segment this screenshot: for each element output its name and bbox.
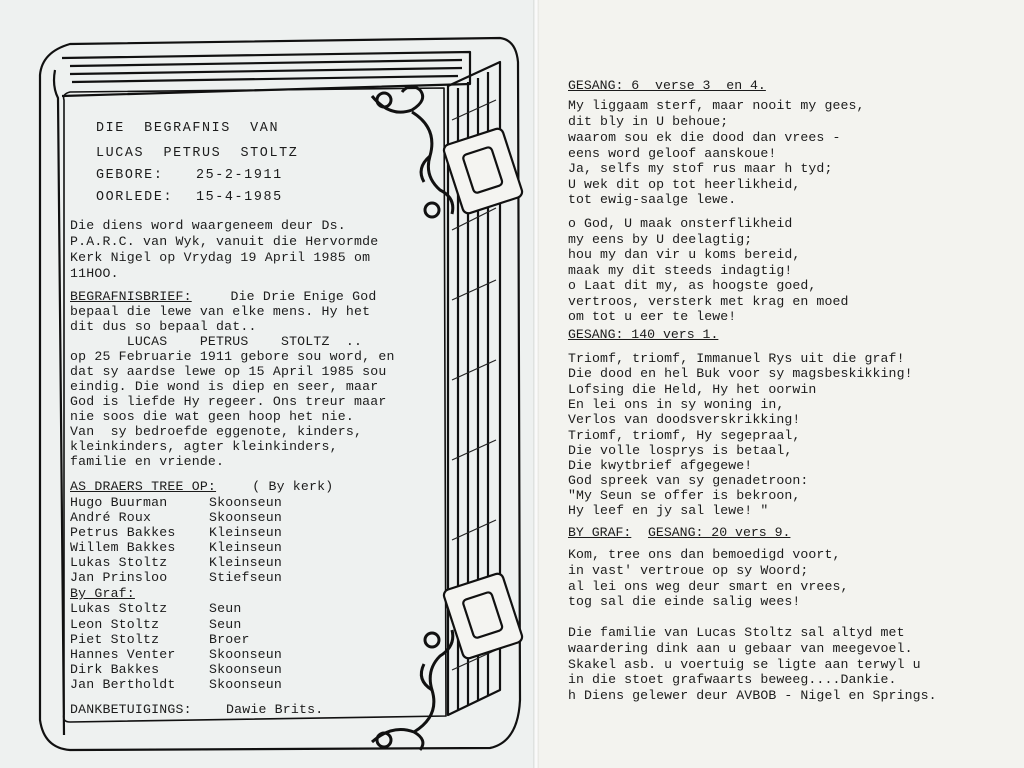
letter-line: dit dus so bepaal dat.. <box>70 319 257 334</box>
hymn-3-line: in vast' vertroue op sy Woord; <box>568 563 809 578</box>
thanks-label: DANKBETUIGINGS: <box>70 702 192 717</box>
letter-line: op 25 Februarie 1911 gebore sou word, en <box>70 349 395 364</box>
closing-line: Die familie van Lucas Stoltz sal altyd met <box>568 625 905 640</box>
bearer-name: Willem Bakkes <box>70 540 176 555</box>
hymn-2-line: Die dood en hel Buk voor sy magsbeskikking! <box>568 366 913 381</box>
hymn-1-title: GESANG: 6 verse 3 en 4. <box>568 78 766 93</box>
closing-line: waardering dink aan u gebaar van meegevoel. <box>568 641 913 656</box>
grave-heading: By Graf: <box>70 586 135 601</box>
bearer-relation: Skoonseun <box>209 510 283 525</box>
bearers-heading: AS DRAERS TREE OP: <box>70 479 217 494</box>
bearer-relation: Kleinseun <box>209 540 283 555</box>
hymn-1-line: om tot u eer te lewe! <box>568 309 737 324</box>
hymn-1-line: maak my dit steeds indagtig! <box>568 263 793 278</box>
grave-bearer-relation: Broer <box>209 632 250 647</box>
died-date: 15-4-1985 <box>196 190 283 205</box>
hymn-1-line: Ja, selfs my stof rus maar h tyd; <box>568 161 833 176</box>
hymn-3-line: tog sal die einde salig wees! <box>568 594 801 609</box>
letter-first-line: Die Drie Enige God <box>198 289 377 304</box>
closing-line: in die stoet grafwaarts beweeg....Dankie. <box>568 672 897 687</box>
hymn-1-line: o Laat dit my, as hoogste goed, <box>568 278 817 293</box>
letter-line: eindig. Die wond is diep en seer, maar <box>70 379 379 394</box>
hymn-1-line: My liggaam sterf, maar nooit my gees, <box>568 98 865 113</box>
letter-line: LUCAS PETRUS STOLTZ .. <box>70 334 363 349</box>
hymn-2-line: Verlos van doodsverskrikking! <box>568 412 801 427</box>
bearer-name: Petrus Bakkes <box>70 525 176 540</box>
born-label: GEBORE: <box>96 168 164 183</box>
hymn-2-line: Die kwytbrief afgegewe! <box>568 458 753 473</box>
hymn-1-line: U wek dit op tot heerlikheid, <box>568 177 801 192</box>
grave-bearer-relation: Seun <box>209 601 242 616</box>
hymn-1-line: dit bly in U behoue; <box>568 114 729 129</box>
hymn-1-line: eens word geloof aanskoue! <box>568 146 777 161</box>
hymn-2-line: Die volle losprys is betaal, <box>568 443 793 458</box>
hymn-1-line: tot ewig-saalge lewe. <box>568 192 737 207</box>
died-label: OORLEDE: <box>96 190 174 205</box>
grave-bearer-name: Hannes Venter <box>70 647 176 662</box>
hymn-1-line: my eens by U deelagtig; <box>568 232 753 247</box>
bearer-relation: Stiefseun <box>209 570 283 585</box>
bearer-relation: Kleinseun <box>209 525 283 540</box>
bearer-name: André Roux <box>70 510 152 525</box>
grave-bearer-name: Jan Bertholdt <box>70 677 176 692</box>
letter-line: Van sy bedroefde eggenote, kinders, <box>70 424 363 439</box>
grave-bearer-relation: Seun <box>209 617 242 632</box>
grave-bearer-relation: Skoonseun <box>209 662 283 677</box>
bearer-name: Jan Prinsloo <box>70 570 168 585</box>
bearer-name: Lukas Stoltz <box>70 555 168 570</box>
grave-bearer-relation: Skoonseun <box>209 647 283 662</box>
service-line: Kerk Nigel op Vrydag 19 April 1985 om <box>70 250 371 265</box>
hymn-2-line: Hy leef en jy sal lewe! " <box>568 503 769 518</box>
closing-line: Skakel asb. u voertuig se ligte aan terwyl u <box>568 657 921 672</box>
service-line: 11HOO. <box>70 266 119 281</box>
bearers-note: ( By kerk) <box>236 479 334 494</box>
closing-line: h Diens gelewer deur AVBOB - Nigel en Springs. <box>568 688 937 703</box>
hymn-2-line: En lei ons in sy woning in, <box>568 397 785 412</box>
born-date: 25-2-1911 <box>196 168 283 183</box>
hymn-1-line: waarom sou ek die dood dan vrees - <box>568 130 841 145</box>
grave-bearer-name: Dirk Bakkes <box>70 662 160 677</box>
letter-heading: BEGRAFNISBRIEF: <box>70 289 192 304</box>
grave-bearer-name: Piet Stoltz <box>70 632 160 647</box>
hymn-2-line: Lofsing die Held, Hy het oorwin <box>568 382 817 397</box>
hymn-1-line: o God, U maak onsterflikheid <box>568 216 793 231</box>
hymn-3-title: GESANG: 20 vers 9. <box>648 525 791 540</box>
hymn-1-line: hou my dan vir u koms bereid, <box>568 247 801 262</box>
letter-line: nie soos die wat geen hoop het nie. <box>70 409 354 424</box>
letter-line: familie en vriende. <box>70 454 225 469</box>
service-line: P.A.R.C. van Wyk, vanuit die Hervormde <box>70 234 379 249</box>
bearer-relation: Skoonseun <box>209 495 283 510</box>
title-line-1: DIE BEGRAFNIS VAN <box>96 121 280 136</box>
letter-line: kleinkinders, agter kleinkinders, <box>70 439 338 454</box>
grave-bearer-name: Lukas Stoltz <box>70 601 168 616</box>
service-line: Die diens word waargeneem deur Ds. <box>70 218 346 233</box>
letter-line: dat sy aardse lewe op 15 April 1985 sou <box>70 364 387 379</box>
thanks-value: Dawie Brits. <box>226 702 324 717</box>
hymn-2-line: God spreek van sy genadetroon: <box>568 473 809 488</box>
title-line-2: LUCAS PETRUS STOLTZ <box>96 146 299 161</box>
hymn-2-title: GESANG: 140 vers 1. <box>568 327 719 342</box>
hymn-1-line: vertroos, versterk met krag en moed <box>568 294 849 309</box>
bearer-relation: Kleinseun <box>209 555 283 570</box>
hymn-3-line: al lei ons weg deur smart en vrees, <box>568 579 849 594</box>
letter-line: God is liefde Hy regeer. Ons treur maar <box>70 394 387 409</box>
hymn-3-by-grave: BY GRAF: <box>568 525 632 540</box>
hymn-2-line: Triomf, triomf, Hy segepraal, <box>568 428 801 443</box>
grave-bearer-name: Leon Stoltz <box>70 617 160 632</box>
bearer-name: Hugo Buurman <box>70 495 168 510</box>
hymn-2-line: "My Seun se offer is bekroon, <box>568 488 801 503</box>
hymn-3-line: Kom, tree ons dan bemoedigd voort, <box>568 547 841 562</box>
grave-bearer-relation: Skoonseun <box>209 677 283 692</box>
letter-line: bepaal die lewe van elke mens. Hy het <box>70 304 371 319</box>
hymn-2-line: Triomf, triomf, Immanuel Rys uit die graf! <box>568 351 905 366</box>
